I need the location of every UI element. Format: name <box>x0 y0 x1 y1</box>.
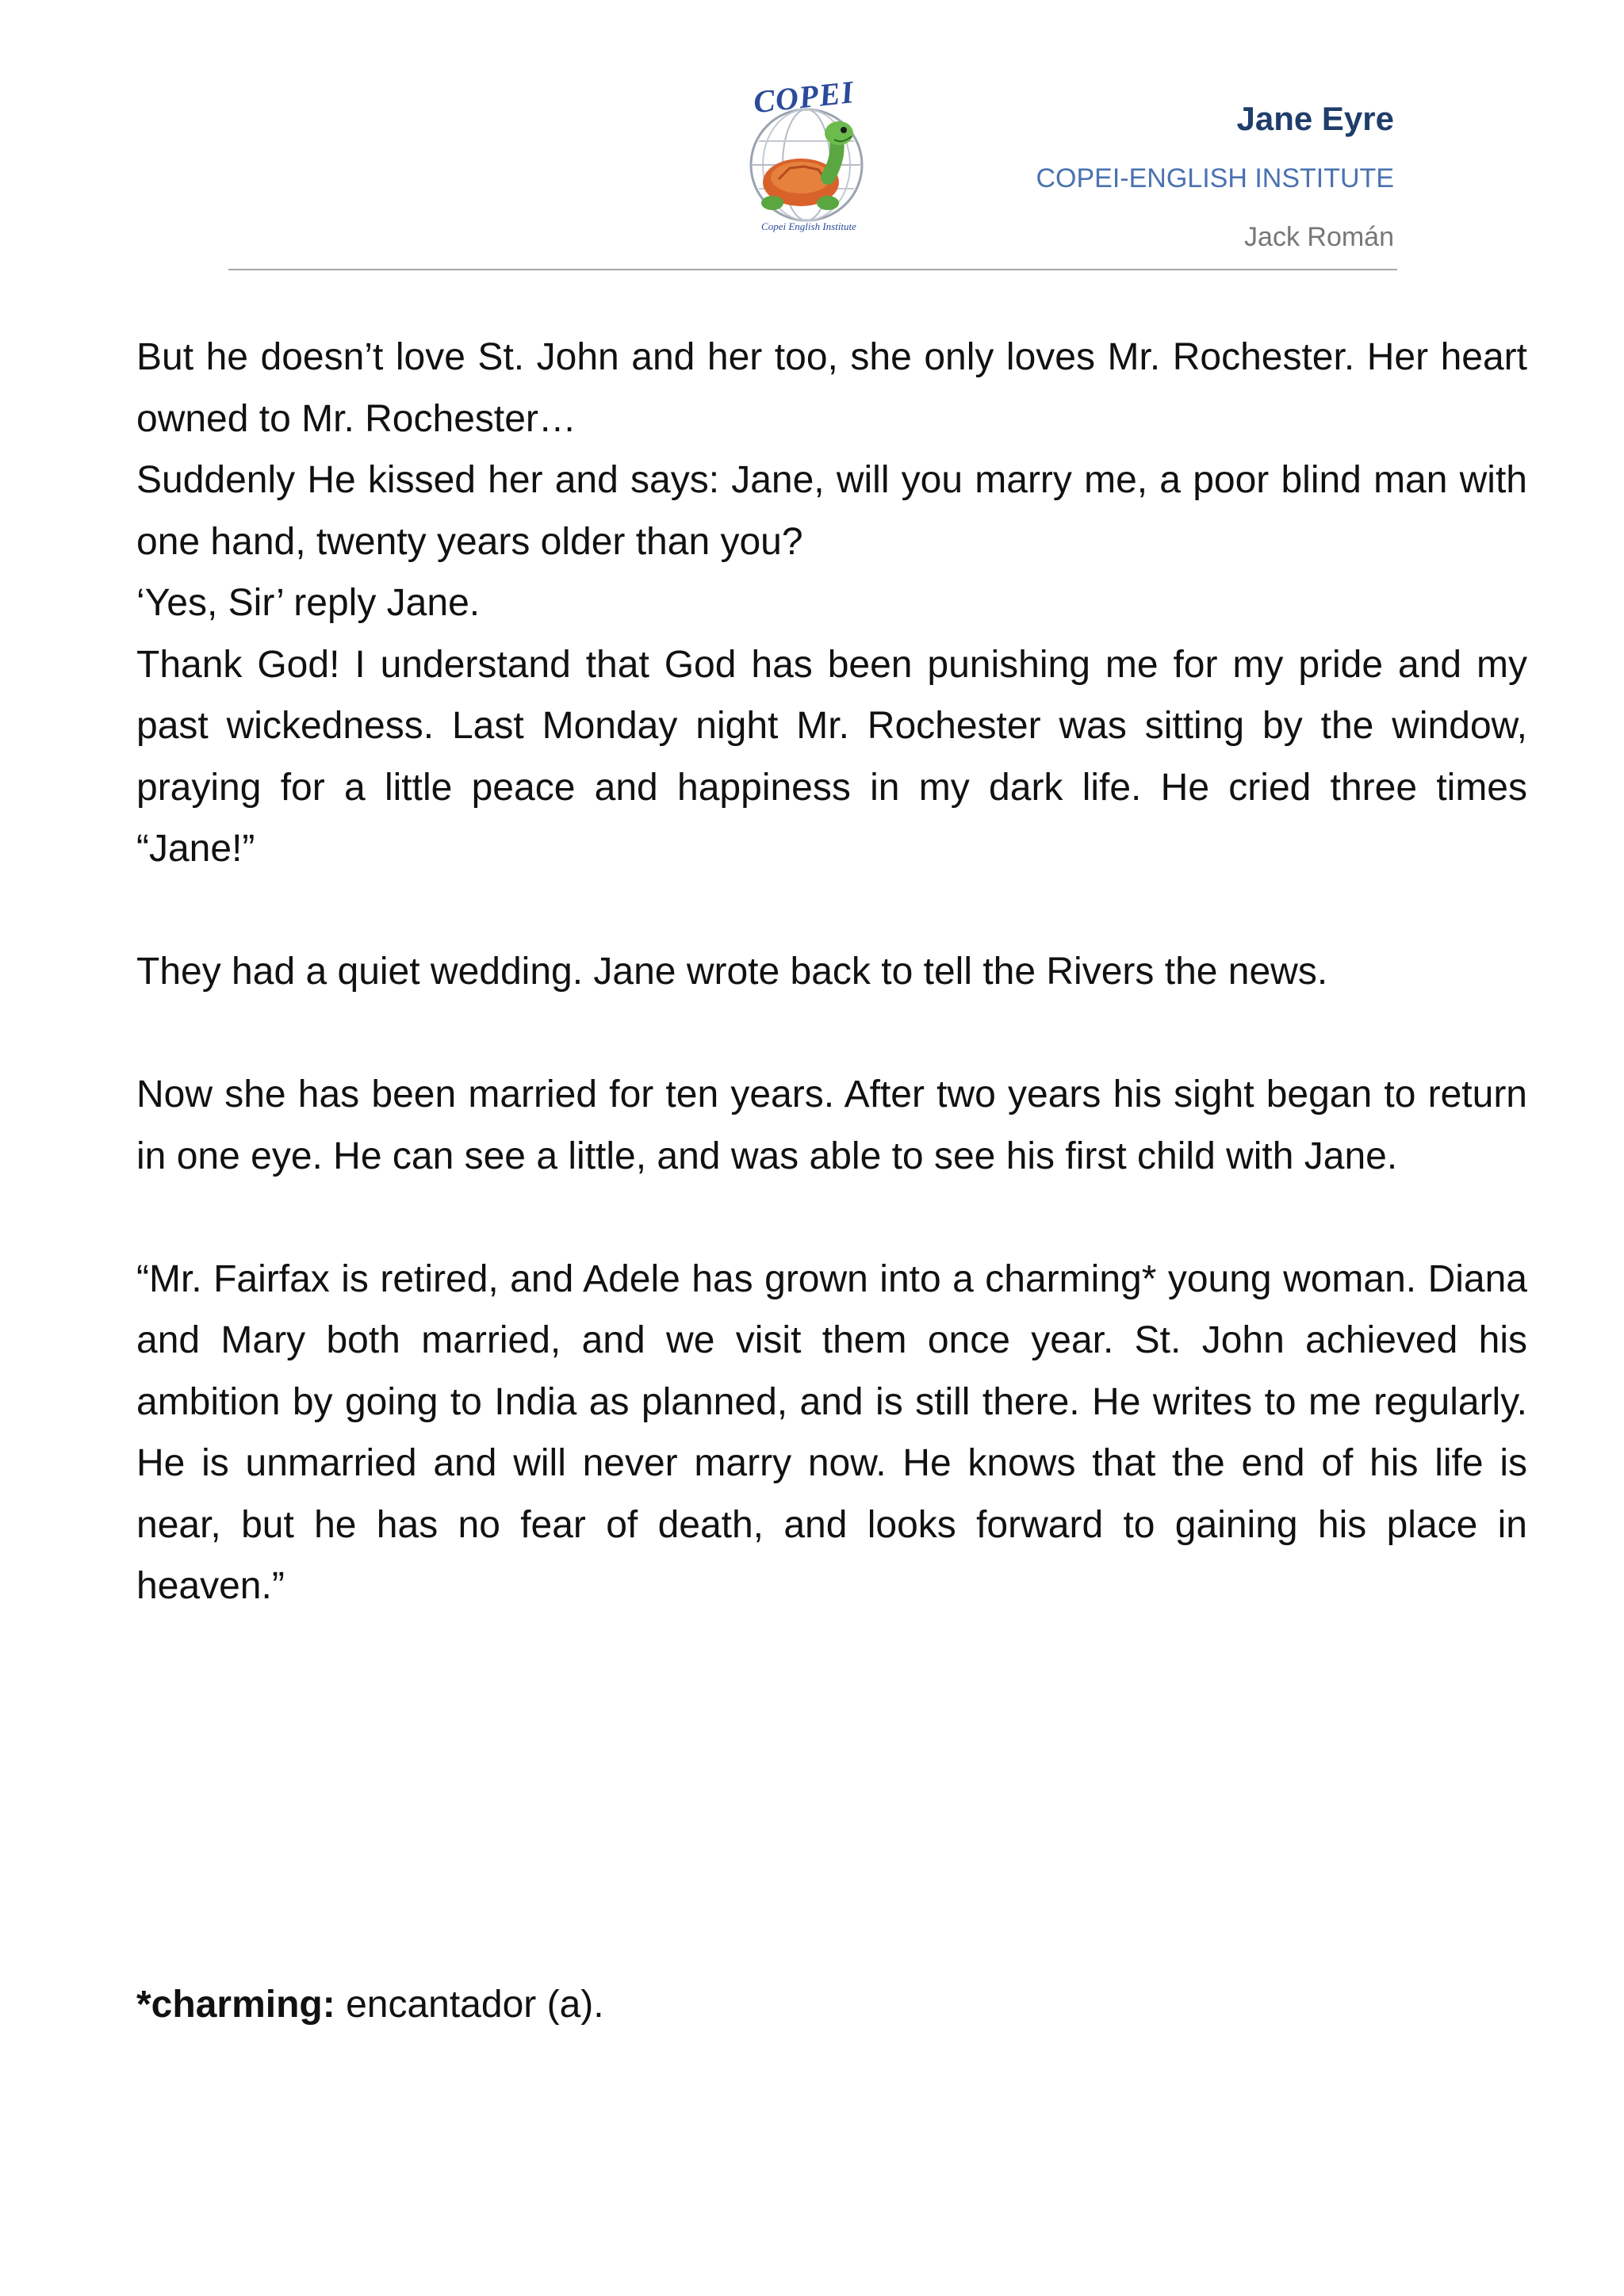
document-title: Jane Eyre <box>1236 100 1394 137</box>
paragraph-2: Suddenly He kissed her and says: Jane, will you marry me, a poor blind man with one hand, twenty years older than you? <box>136 459 1527 563</box>
paragraph-4: Thank God! I understand that God has been punishing me for my pride and my past wickedness. Last Monday night Mr. Rochester was sitting by the window, praying for a little peace and happiness in my dark life. He cried three times “Jane!” <box>136 643 1527 870</box>
story-text <box>136 327 1527 1617</box>
paragraph-6: Now she has been married for ten years. After two years his sight began to return in one eye. He can see a little, and was able to see his first child with Jane. <box>136 1073 1527 1177</box>
header-info <box>839 95 1394 257</box>
header-divider <box>228 269 1397 270</box>
paragraph-7: “Mr. Fairfax is retired, and Adele has grown into a charming* young woman. Diana and Mary both married, and we visit them once year. St. John achieved his ambition by going to India as planned, and is still there. He writes to me regularly. He is unmarried and will never marry now. He knows that the end of his life is near, but he has no fear of death, and looks forward to gaining his place in heaven.” <box>136 1257 1527 1607</box>
paragraph-1: But he doesn’t love St. John and her too, she only loves Mr. Rochester. Her heart owned to Mr. Rochester… <box>136 336 1527 440</box>
paragraph-spacer <box>136 880 1527 942</box>
footnote-definition: encantador (a). <box>346 1984 604 2026</box>
paragraph-spacer <box>136 1003 1527 1065</box>
author-name: Jack Román <box>1244 222 1394 252</box>
logo-caption: Copei English Institute <box>761 220 856 232</box>
paragraph-5: They had a quiet wedding. Jane wrote back to tell the Rivers the news. <box>136 951 1328 993</box>
paragraph-3: ‘Yes, Sir’ reply Jane. <box>136 582 481 624</box>
institute-name: COPEI-ENGLISH INSTITUTE <box>1036 163 1394 193</box>
logo-wordmark: COPEI <box>752 74 856 121</box>
footnote-term: *charming: <box>136 1984 335 2026</box>
paragraph-spacer <box>136 1187 1527 1249</box>
footnote <box>136 1974 604 2035</box>
